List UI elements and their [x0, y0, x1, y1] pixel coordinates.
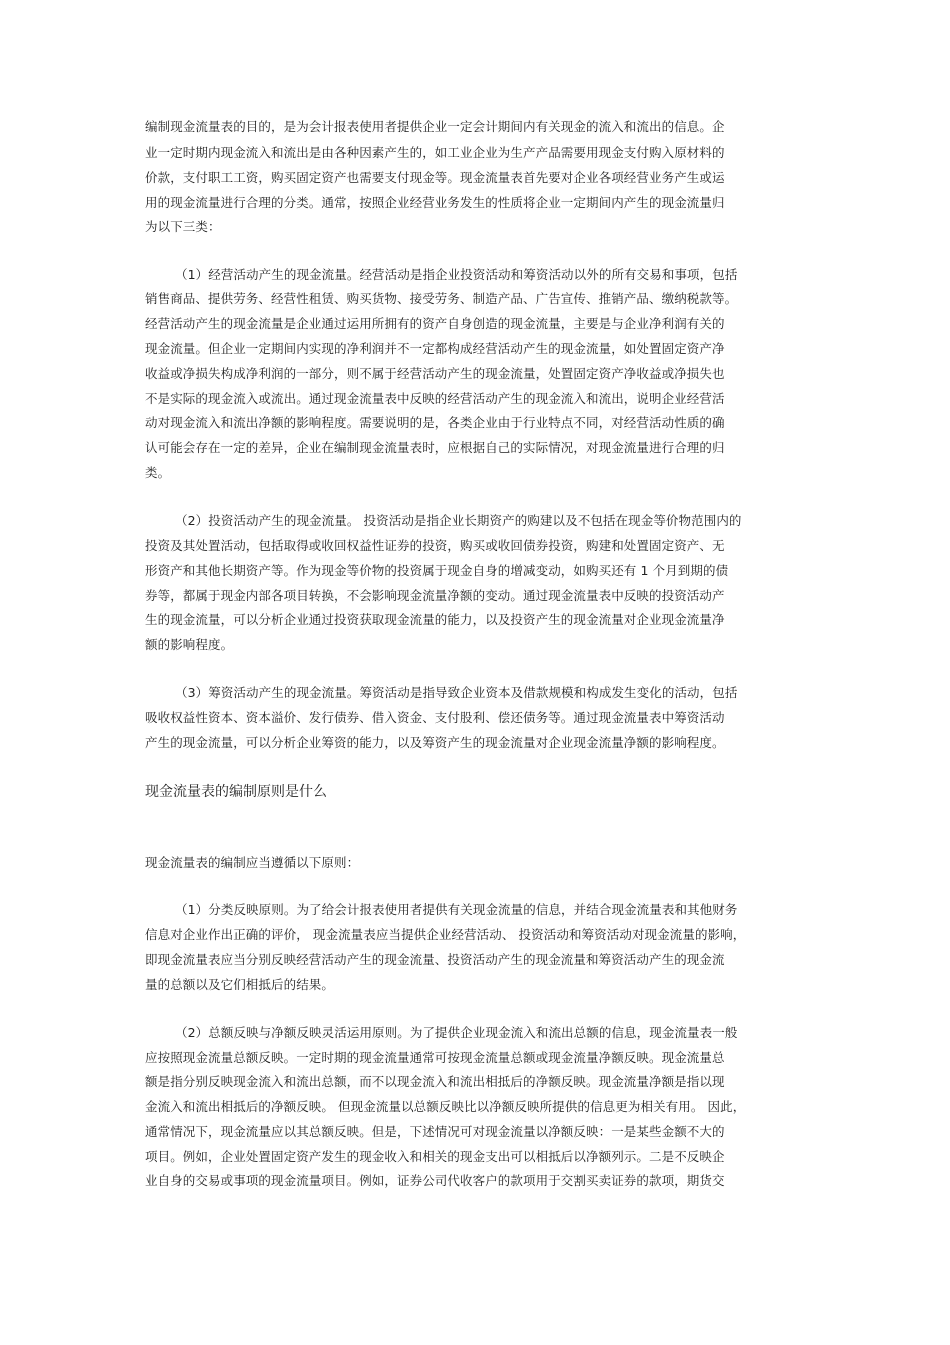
- text-line: 业一定时期内现金流入和流出是由各种因素产生的，如工业企业为生产产品需要用现金支付购入原材料的: [145, 145, 725, 160]
- text-line: （3）筹资活动产生的现金流量。筹资活动是指导致企业资本及借款规模和构成发生变化的活动，包括: [175, 685, 738, 700]
- text-line: 经营活动产生的现金流量是企业通过运用所拥有的资产自身创造的现金流量，主要是与企业净利润有关的: [145, 316, 725, 331]
- text-line: 通常情况下，现金流量应以其总额反映。但是，下述情况可对现金流量以净额反映：一是某些金额不大的: [145, 1124, 725, 1139]
- text-line: 价款，支付职工工资，购买固定资产也需要支付现金等。现金流量表首先要对企业各项经营业务产生或运: [145, 170, 725, 185]
- text-line: 金流入和流出相抵后的净额反映。 但现金流量以总额反映比以净额反映所提供的信息更为相关有用。 因此，: [145, 1099, 746, 1114]
- text-line: （1）经营活动产生的现金流量。经营活动是指企业投资活动和筹资活动以外的所有交易和事项，包括: [175, 267, 738, 282]
- text-line: 用的现金流量进行合理的分类。通常，按照企业经营业务发生的性质将企业一定期间内产生的现金流量归: [145, 195, 725, 210]
- text-line: 吸收权益性资本、资本溢价、发行债券、借入资金、支付股利、偿还债务等。通过现金流量表中筹资活动: [145, 710, 725, 725]
- text-line: 形资产和其他长期资产等。作为现金等价物的投资属于现金自身的增减变动，如购买还有 1 个月到期的债: [145, 563, 729, 578]
- text-line: 为以下三类：: [145, 219, 221, 234]
- section-heading: 现金流量表的编制原则是什么: [145, 784, 327, 800]
- text-line: 项目。例如，企业处置固定资产发生的现金收入和相关的现金支出可以相抵后以净额列示。二是不反映企: [145, 1149, 725, 1164]
- text-line: 编制现金流量表的目的，是为会计报表使用者提供企业一定会计期间内有关现金的流入和流出的信息。企: [145, 119, 725, 134]
- text-line: 额的影响程度。: [145, 637, 234, 652]
- text-line: 额是指分别反映现金流入和流出总额，而不以现金流入和流出相抵后的净额反映。现金流量净额是指以现: [145, 1074, 725, 1089]
- text-line: 认可能会存在一定的差异，企业在编制现金流量表时，应根据自己的实际情况，对现金流量进行合理的归: [145, 440, 725, 455]
- text-line: 收益或净损失构成净利润的一部分，则不属于经营活动产生的现金流量，处置固定资产净收益或净损失也: [145, 366, 725, 381]
- text-line: 投资及其处置活动，包括取得或收回权益性证券的投资，购买或收回债券投资，购建和处置固定资产、无: [145, 538, 725, 553]
- text-line: （2）投资活动产生的现金流量。 投资活动是指企业长期资产的购建以及不包括在现金等价物范围内的: [175, 513, 742, 528]
- text-line: 不是实际的现金流入或流出。通过现金流量表中反映的经营活动产生的现金流入和流出，说明企业经营活: [145, 391, 725, 406]
- text-line: 应按照现金流量总额反映。一定时期的现金流量通常可按现金流量总额或现金流量净额反映。现金流量总: [145, 1050, 725, 1065]
- text-line: （2）总额反映与净额反映灵活运用原则。为了提供企业现金流入和流出总额的信息，现金流量表一般: [175, 1025, 738, 1040]
- text-line: （1）分类反映原则。为了给会计报表使用者提供有关现金流量的信息，并结合现金流量表和其他财务: [175, 902, 738, 917]
- text-line: 产生的现金流量，可以分析企业筹资的能力，以及筹资产生的现金流量对企业现金流量净额的影响程度。: [145, 735, 725, 750]
- text-line: 销售商品、提供劳务、经营性租赁、购买货物、接受劳务、制造产品、广告宣传、推销产品、缴纳税款等。: [145, 291, 738, 306]
- text-line: 现金流量。但企业一定期间内实现的净利润并不一定都构成经营活动产生的现金流量，如处置固定资产净: [145, 341, 725, 356]
- text-line: 量的总额以及它们相抵后的结果。: [145, 977, 335, 992]
- text-line: 动对现金流入和流出净额的影响程度。需要说明的是，各类企业由于行业特点不同，对经营活动性质的确: [145, 415, 725, 430]
- text-line: 券等，都属于现金内部各项目转换，不会影响现金流量净额的变动。通过现金流量表中反映的投资活动产: [145, 588, 725, 603]
- text-line: 类。: [145, 465, 171, 480]
- text-line: 业自身的交易或事项的现金流量项目。例如，证券公司代收客户的款项用于交割买卖证券的款项，期货交: [145, 1173, 725, 1188]
- text-line: 即现金流量表应当分别反映经营活动产生的现金流量、投资活动产生的现金流量和筹资活动产生的现金流: [145, 952, 725, 967]
- text-line: 信息对企业作出正确的评价， 现金流量表应当提供企业经营活动、 投资活动和筹资活动对现金流量的影响，: [145, 927, 746, 942]
- principles-intro: 现金流量表的编制应当遵循以下原则：: [145, 855, 360, 870]
- text-line: 生的现金流量，可以分析企业通过投资获取现金流量的能力，以及投资产生的现金流量对企业现金流量净: [145, 612, 725, 627]
